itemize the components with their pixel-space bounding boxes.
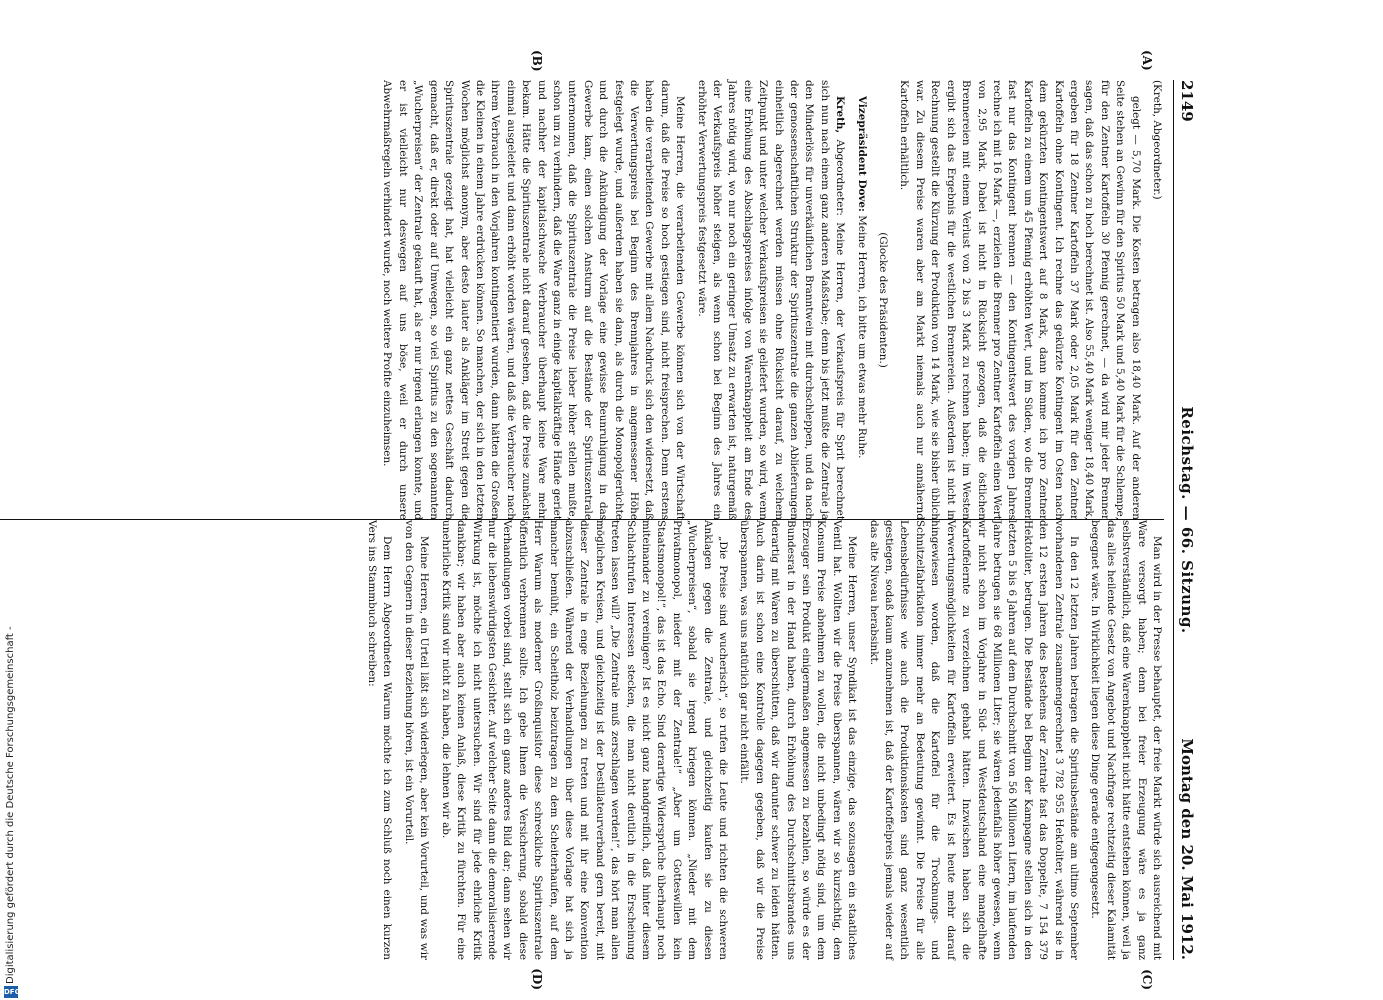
- margin-letter-a: (A): [1140, 50, 1154, 71]
- paragraph: In den 12 letzten Jahren betragen die Spiritusbestände am ultimo September vorhandenen Zentrale zusammengerechnet 3 782 955 Hektoliter, während sie in den 12 ersten Jahren des Bestehens der Zentrale fast das Doppelte, 7 154 379 Hektoliter, betrugen. Die Bestände bei Beginn der Kampagne stellen sich in den letzten 5 bis 6 Jahren auf dem Durchschnitt von 56 Millionen Litern, im laufenden Jahre betrugen sie 68 Millionen Liter; sie wären jedenfalls höher gewesen, wenn wir nicht schon im Vorjahre in Süd- und Westdeutschland eine mangelhafte Kartoffelernte zu verzeichnen gehabt hätten. Inzwischen haben sich die Verwertungsmöglichkeiten für Kartoffeln erweitert. Es ist heute mehr darauf hingewiesen worden, daß die Kartoffel für die Trocknungs- und Schnitzelfabrikation immer mehr an Bedeutung gewinnt. Die Preise für alle Lebensbedürfnisse wie auch die Produktionskosten sind ganz wesentlich gestiegen, sodaß kaum anzunehmen ist, daß der Kartoffelpreis jemals wieder auf das alte Niveau herabsinkt.: [867, 520, 1080, 960]
- paragraph: Meine Herren, die verarbeitenden Gewerbe können sich von der Wirtschaft darum, daß die Preise so hoch gestiegen sind, nicht freisprechen. Denn erstens haben die verarbeitenden Gewerbe mit allem Nachdruck sich den widersetzt, daß die Verwertungspreis bei Beginn des Brennjahres in angemessener Höhe festgelegt wurde, und außerdem haben sie dann, als durch die Monopolgerüchte und durch die Ankündigung der Vorlage eine gewisse Beunruhigung in das Gewerbe kam, einen solchen Ansturm auf die Bestände der Spirituszentrale unternommen, daß die Spirituszentrale die Preise lieber höher stellen mußte, schon um zu verhindern, daß die Ware ganz in einige kapitalkräftige Hände geriet und nachher der kapitalschwache Verbraucher überhaupt keine Ware mehr bekam. Hätte die Spirituszentrale nicht darauf gesehen, daß die Preise zunächst einmal ausgeleitet und dann erhöht worden wären, und daß die Verbraucher nach ihrem Verbrauch in den Vorjahren kontingentiert wurden, dann hätten die Großen die Kleinen in einem Jahre erdrücken können. So manchen, der sich in den letzten Wochen möglichst anonym, aber desto lauter als Ankläger im Streit gegen die Spirituszentrale gezeigt hat, hat vielleicht ein ganz nettes Geschäft dadurch gemacht, daß er, direkt oder auf Umwegen, so viel Spiritus zu den sogenannten „Wucherpreisen“ der Zentrale gekauft hat, als er nur irgend erlangen konnte, und er ist vielleicht nur deswegen auf uns böse, weil er durch unsere Abwehrmaßregeln verhindert wurde, noch weitere Profite einzuheimsen.: [381, 80, 687, 520]
- paragraph: gelegt — 5,70 Mark. Die Kosten betragen also 18,40 Mark. Auf der anderen Seite stehen an Gewinn für den Spiritus 50 Mark und 5,40 Mark für die Schlempe, für den Zentner Kartoffeln 30 Pfennig gerechnet, — da wird mir jeder Brenner sagen, daß das schon zu hoch berechnet ist. Also 55,40 Mark weniger 18,40 Mark, ergeben für 18 Zentner Kartoffeln 37 Mark oder 2,05 Mark für den Zentner Kartoffeln ohne Kontingent. Ich rechne das gekürzte Kontingent im Osten nach dem gekürzten Kontingentswert auf 8 Mark, dann komme ich pro Zentner Kartoffeln zu einem um 45 Pfennig erhöhten Wert, und im Süden, wo die Brenner fast nur das Kontingent brennen — den Kontingentswert des vorigen Jahres rechne ich mit 16 Mark —, erzielen die Brenner pro Zentner Kartoffeln einen Wert von 2,95 Mark. Dabei ist nicht in Rücksicht gezogen, daß die östlichen Brennereien mit einem Verlust von 2 bis 3 Mark zu rechnen haben; im Westen ergibt sich das Ergebnis für die westlichen Brennereien. Außerdem ist nicht in Rechnung gestellt die Kürzung der Produktion von 14 Mark, wie sie bisher üblich war. Zu diesem Preise waren aber am Markt niemals auch nur annähernd Kartoffeln erhältlich.: [898, 80, 1142, 520]
- paragraph: Meine Herren, der Verkaufspreis für Sprit berechnet sich nun nach einem ganz anderen Maßstabe; denn bis jetzt mußte die Zentrale ja den Minderlöss für unverkäuflichen Branntwein mit durchschleppen, und da nach der genossenschaftlichen Struktur der Spirituszentrale die ganzen Ablieferungen einheitlich abgerechnet werden müssen ohne Rücksicht darauf, zu welchem Zeitpunkt und unter welcher Verkaufspreisen sie geliefert wurden, so wird, wenn eine Erhöhung des Abschlagspreises infolge von Warenknappheit am Ende des Jahres nötig wird, wo nur noch ein geringer Umsatz zu erwarten ist, naturgemäß der Verkaufspreis höher steigen, als wenn schon bei Beginn des Jahres ein erhöhter Verwertungspreis festgesetzt wäre.: [695, 80, 847, 520]
- speaker-continuation: (Kreth, Abgeordneter.): [1151, 80, 1163, 200]
- dfg-logo-icon: DFG: [4, 988, 21, 996]
- session-date: Montag den 20. Mai 1912.: [1178, 738, 1196, 960]
- vice-president-speaker: Vizepräsident Dove:: [855, 96, 868, 212]
- paragraph: „Die Preise sind wucherisch“, so rufen die Leute und richten die schweren Anklagen gegen die Zentrale, und gleichzeitig kaufen sie zu diesen „Wucherpreisen“, sobald sie irgend kriegen können. „Nieder mit dem Privatmonopol, nieder mit der Zentrale!“ „Aber um Gotteswillen kein Staatsmonopol!“, das ist das Echo. Sind derartige Widersprüche überhaupt noch miteinander zu vereinigen? Ist es nicht ganz handgreiflich, daß hinter diesem Schlachtrufen Interessen stecken, die man nicht deutlich in die Erscheinung treten lassen will? „Die Zentrale muß zerschlagen werden!“, das hört man allen möglichen Kreisen, und gleichzeitig ist der Destillateurverband gern bereit, mit dieser Zentrale in enge Beziehungen zu treten und mit ihr eine Konvention abzuschließen. Während der Verhandlungen über diese Vorlage hat sich ja mancher bemüht, ein Scheitholz beizutragen zu dem Scheiterhaufen, auf dem Herr Warum als moderner Großinquisitor diese schreckliche Spirituszentrale öffentlich verbrennen sollte. Ich gebe Ihnen die Versicherung, sobald diese Verhandlungen vorbei sind, stellt sich ein ganz anderes Bild dar; dann sehen wir nur die liebenswürdigsten Gesichter. Auf welcher Seite dann die demoralisierende Wirkung ist, möchte ich nicht untersuchen. Wir sind für jede ehrliche Kritik dankbar; wir haben aber auch keinen Anlaß, diese Kritik zu fürchten. Für eine unehrliche Kritik sind wir nicht zu haben, die lehnen wir ab.: [439, 520, 730, 960]
- digitization-credit: [4, 0, 20, 1000]
- margin-letter-d: (D): [530, 968, 544, 990]
- speaker-role: Abgeordneter:: [834, 139, 847, 216]
- page-number: 2149: [1178, 80, 1196, 122]
- session-title: Reichstag. — 66. Sitzung.: [1178, 406, 1196, 634]
- page-header: [1173, 80, 1198, 960]
- vice-president-remark: Meine Herren, ich bitte um etwas mehr Ruhe.: [855, 215, 868, 459]
- bell-note: (Glocke des Präsidenten.): [877, 232, 890, 368]
- column-right: [0, 520, 1164, 990]
- speaker-name: Kreth,: [834, 96, 847, 134]
- paragraph: Meine Herren, unser Syndikat ist das einzige, das sozusagen ein staatliches Ventil hat. Wollten wir die Preise überspannen, wären wir so kurzsichtig, dem Konsum Preise abnehmen zu wollen, die nicht unbedingt nötig sind, um dem Erzeuger sein Produkt einigermaßen angemessen zu bezahlen, so würde es der Bundesrat in der Hand haben, durch Erhöhung des Durchschnittsbrandes uns derartig mit Waren zu überschütten, daß wir darunter schwer zu leiden hätten. Auch darin ist schon eine Kontrolle dagegen gegeben, daß wir die Preise überspannen, was uns natürlich gar nicht einfällt.: [738, 520, 859, 960]
- margin-letter-c: (C): [1140, 969, 1154, 990]
- paragraph: Meine Herren, ein Urteil läßt sich widerlegen, aber kein Vorurteil, und was wir von den Gegnern in dieser Beziehung hören, ist ein Vorurteil.: [402, 520, 431, 960]
- paragraph: Man wird in der Presse behauptet, der freie Markt würde sich ausreichend mit Ware versorgt haben; denn bei freier Erzeugung wäre es ja ganz selbstverständlich, daß eine Warenknappheit nicht hätte entstehen können, weil ja das alles heilende Gesetz von Angebot und Nachfrage rechtzeitig dieser Kalamität begegnet wäre. In Wirklichkeit liegen diese Dinge gerade entgegengesetzt.: [1089, 520, 1163, 960]
- newspaper-sheet: [0, 40, 1216, 1000]
- paragraph: Dem Herrn Abgeordneten Warum möchte ich zum Schluß noch einen kurzen Vers ins Stammbuch schreiben:: [366, 520, 394, 960]
- credit-text: Digitalisierung gefördert durch die Deutsche Forschungsgemeinschaft -: [5, 626, 16, 984]
- column-left: [0, 50, 1164, 520]
- margin-letter-b: (B): [530, 50, 544, 72]
